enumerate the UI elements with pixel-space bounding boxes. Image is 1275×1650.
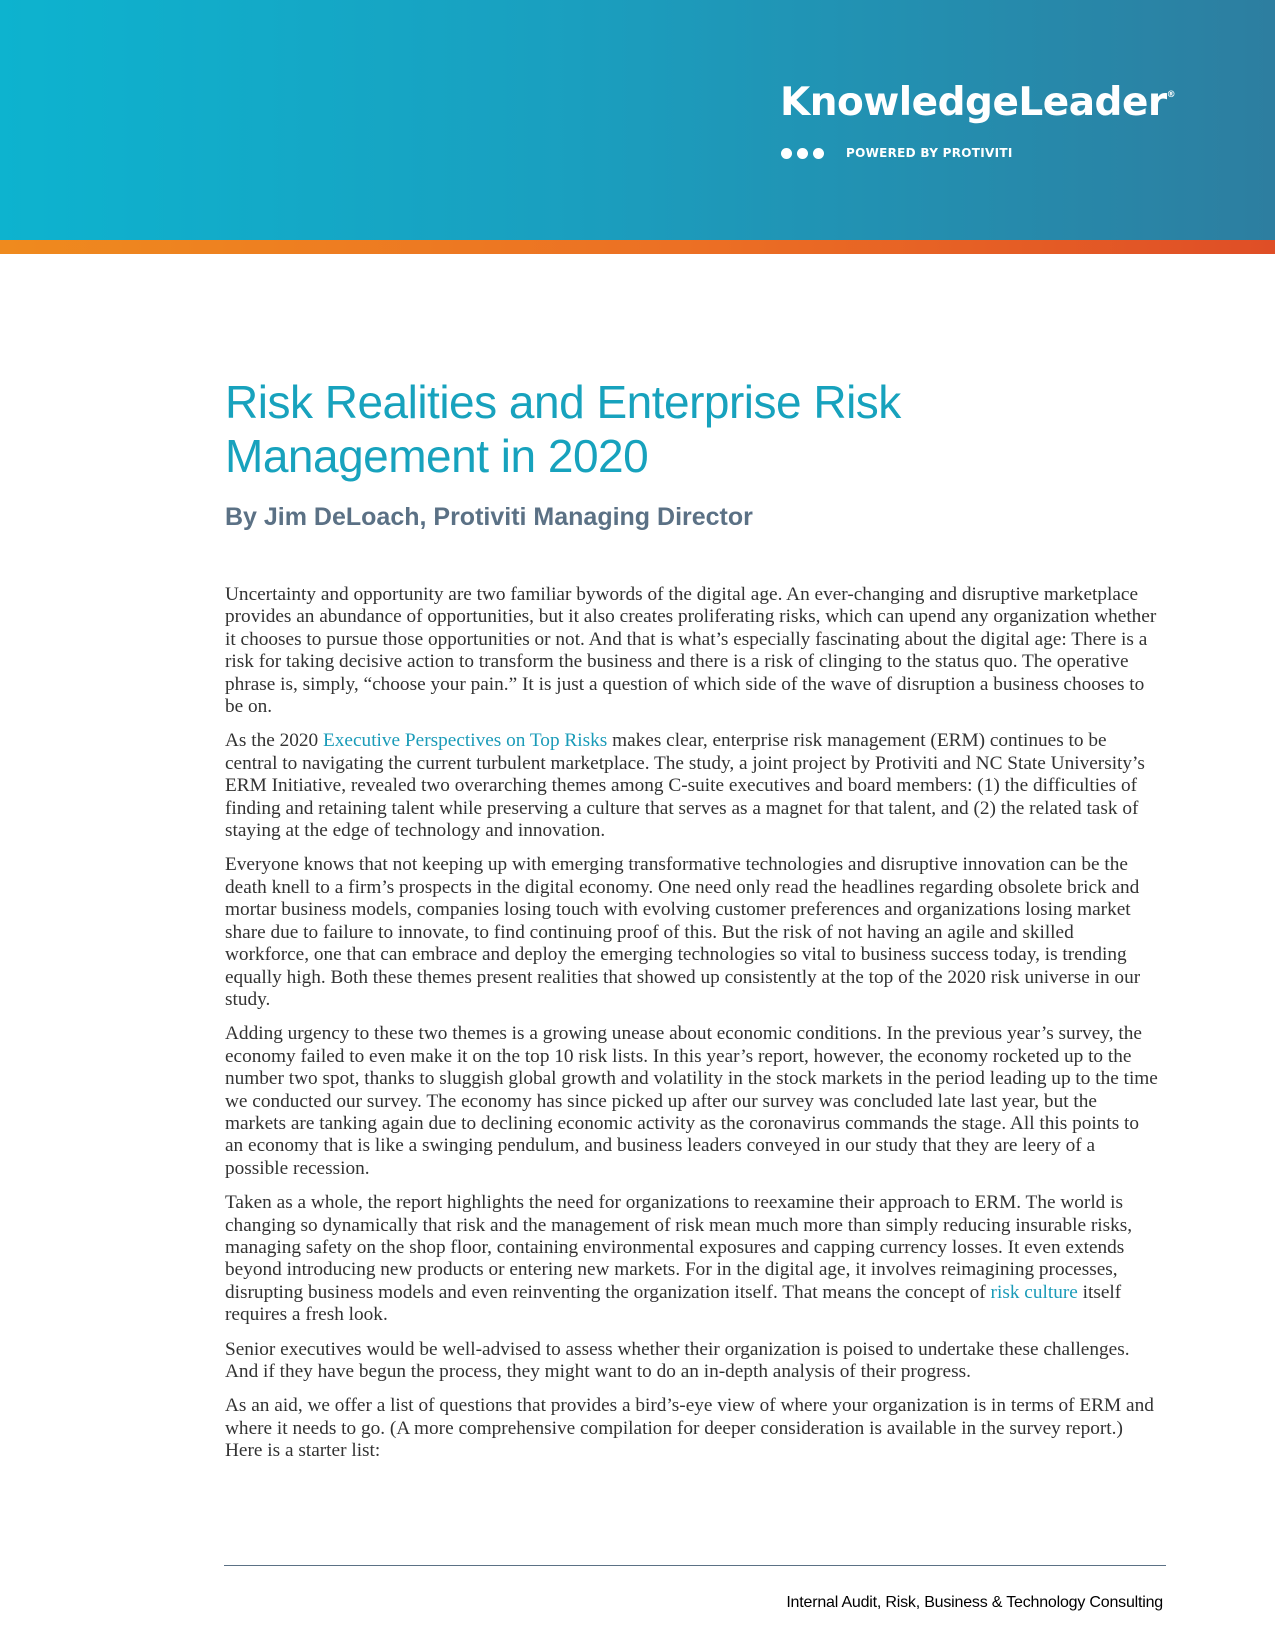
brand-logo bbox=[780, 80, 1175, 125]
paragraph-2-after: makes clear, enterprise risk management (ERM) continues to be central to navigating the current turbulent marketplace. The study, a joint project by Protiviti and NC State University’s ERM Initiative, revealed two overarching themes among C-suite executives and board members: (1) the difficulties of finding and retaining talent while preserving a culture that serves as a magnet for that talent, and (2) the related task of staying at the edge of technology and innovation. bbox=[225, 730, 1145, 842]
powered-by-row bbox=[781, 146, 1013, 160]
footer-divider bbox=[224, 1565, 1166, 1566]
paragraph-2 bbox=[225, 730, 1160, 842]
paragraph-5-before: Taken as a whole, the report highlights the need for organizations to reexamine their approach to ERM. The world is changing so dynamically that risk and the management of risk mean much more than simply reducing insurable risks, managing safety on the shop floor, containing environmental exposures and capping currency losses. It even extends beyond introducing new products or entering new markets. For in the digital age, it involves reimagining processes, disrupting business models and even reinventing the organization itself. That means the concept of bbox=[225, 1192, 1133, 1303]
byline: By Jim DeLoach, Protiviti Managing Director bbox=[225, 503, 753, 531]
title-line-2: Management in 2020 bbox=[225, 430, 649, 482]
paragraph-4: Adding urgency to these two themes is a growing unease about economic conditions. In the previous year’s survey, the economy failed to even make it on the top 10 risk lists. In this year’s report, however, the economy rocketed up to the number two spot, thanks to sluggish global growth and volatility in the stock markets in the period leading up to the time we conducted our survey. The economy has since picked up after our survey was concluded late last year, but the markets are tanking again due to declining economic activity as the coronavirus commands the stage. All this points to an economy that is like a swinging pendulum, and business leaders conveyed in our study that they are leery of a possible recession. bbox=[225, 1023, 1158, 1179]
paragraph-3: Everyone knows that not keeping up with emerging transformative technologies and disruptive innovation can be the death knell to a firm’s prospects in the digital economy. One need only read the headlines regarding obsolete brick and mortar business models, companies losing touch with evolving customer preferences and organizations losing market share due to failure to innovate, to find continuing proof of this. But the risk of not having an agile and skilled workforce, one that can embrace and deploy the emerging technologies so vital to business success today, is trending equally high. Both these themes present realities that showed up consistently at the top of the 2020 risk universe in our study. bbox=[225, 854, 1141, 1010]
header-banner bbox=[0, 0, 1275, 240]
executive-perspectives-link[interactable]: Executive Perspectives on Top Risks bbox=[323, 730, 608, 752]
footer-tagline: Internal Audit, Risk, Business & Technology Consulting bbox=[786, 1594, 1163, 1611]
title-line-1: Risk Realities and Enterprise Risk bbox=[225, 376, 901, 428]
brand-name: KnowledgeLeader bbox=[780, 80, 1167, 125]
paragraph-5 bbox=[225, 1192, 1160, 1326]
paragraph-1: Uncertainty and opportunity are two familiar bywords of the digital age. An ever-changing and disruptive marketplace provides an abundance of opportunities, but it also creates proliferating risks, which can upend any organization whether it chooses to pursue those opportunities or not. And that is what’s especially fascinating about the digital age: There is a risk for taking decisive action to transform the business and there is a risk of clinging to the status quo. The operative phrase is, simply, “choose your pain.” It is just a question of which side of the wave of disruption a business chooses to be on. bbox=[225, 584, 1157, 718]
registered-mark: ® bbox=[1166, 90, 1176, 100]
page-title bbox=[225, 375, 1025, 483]
article-body bbox=[225, 584, 1160, 1475]
risk-culture-link[interactable]: risk culture bbox=[990, 1281, 1078, 1303]
powered-by-tagline: POWERED BY PROTIVITI bbox=[846, 146, 1013, 160]
paragraph-6: Senior executives would be well-advised to assess whether their organization is poised to undertake these challenges. And if they have begun the process, they might want to do an in-depth analysis of their progress. bbox=[225, 1338, 1130, 1382]
accent-strip bbox=[0, 240, 1275, 254]
paragraph-2-before: As the 2020 bbox=[225, 730, 324, 752]
paragraph-7: As an aid, we offer a list of questions that provides a bird’s-eye view of where your organization is in terms of ERM and where it needs to go. (A more comprehensive compilation for deeper consideration is available in the survey report.) Here is a starter list: bbox=[225, 1395, 1154, 1462]
dot-icon bbox=[781, 148, 792, 159]
paragraph-5-after: itself requires a fresh look. bbox=[225, 1281, 1122, 1326]
dot-icon bbox=[813, 148, 824, 159]
dot-icon bbox=[797, 148, 808, 159]
